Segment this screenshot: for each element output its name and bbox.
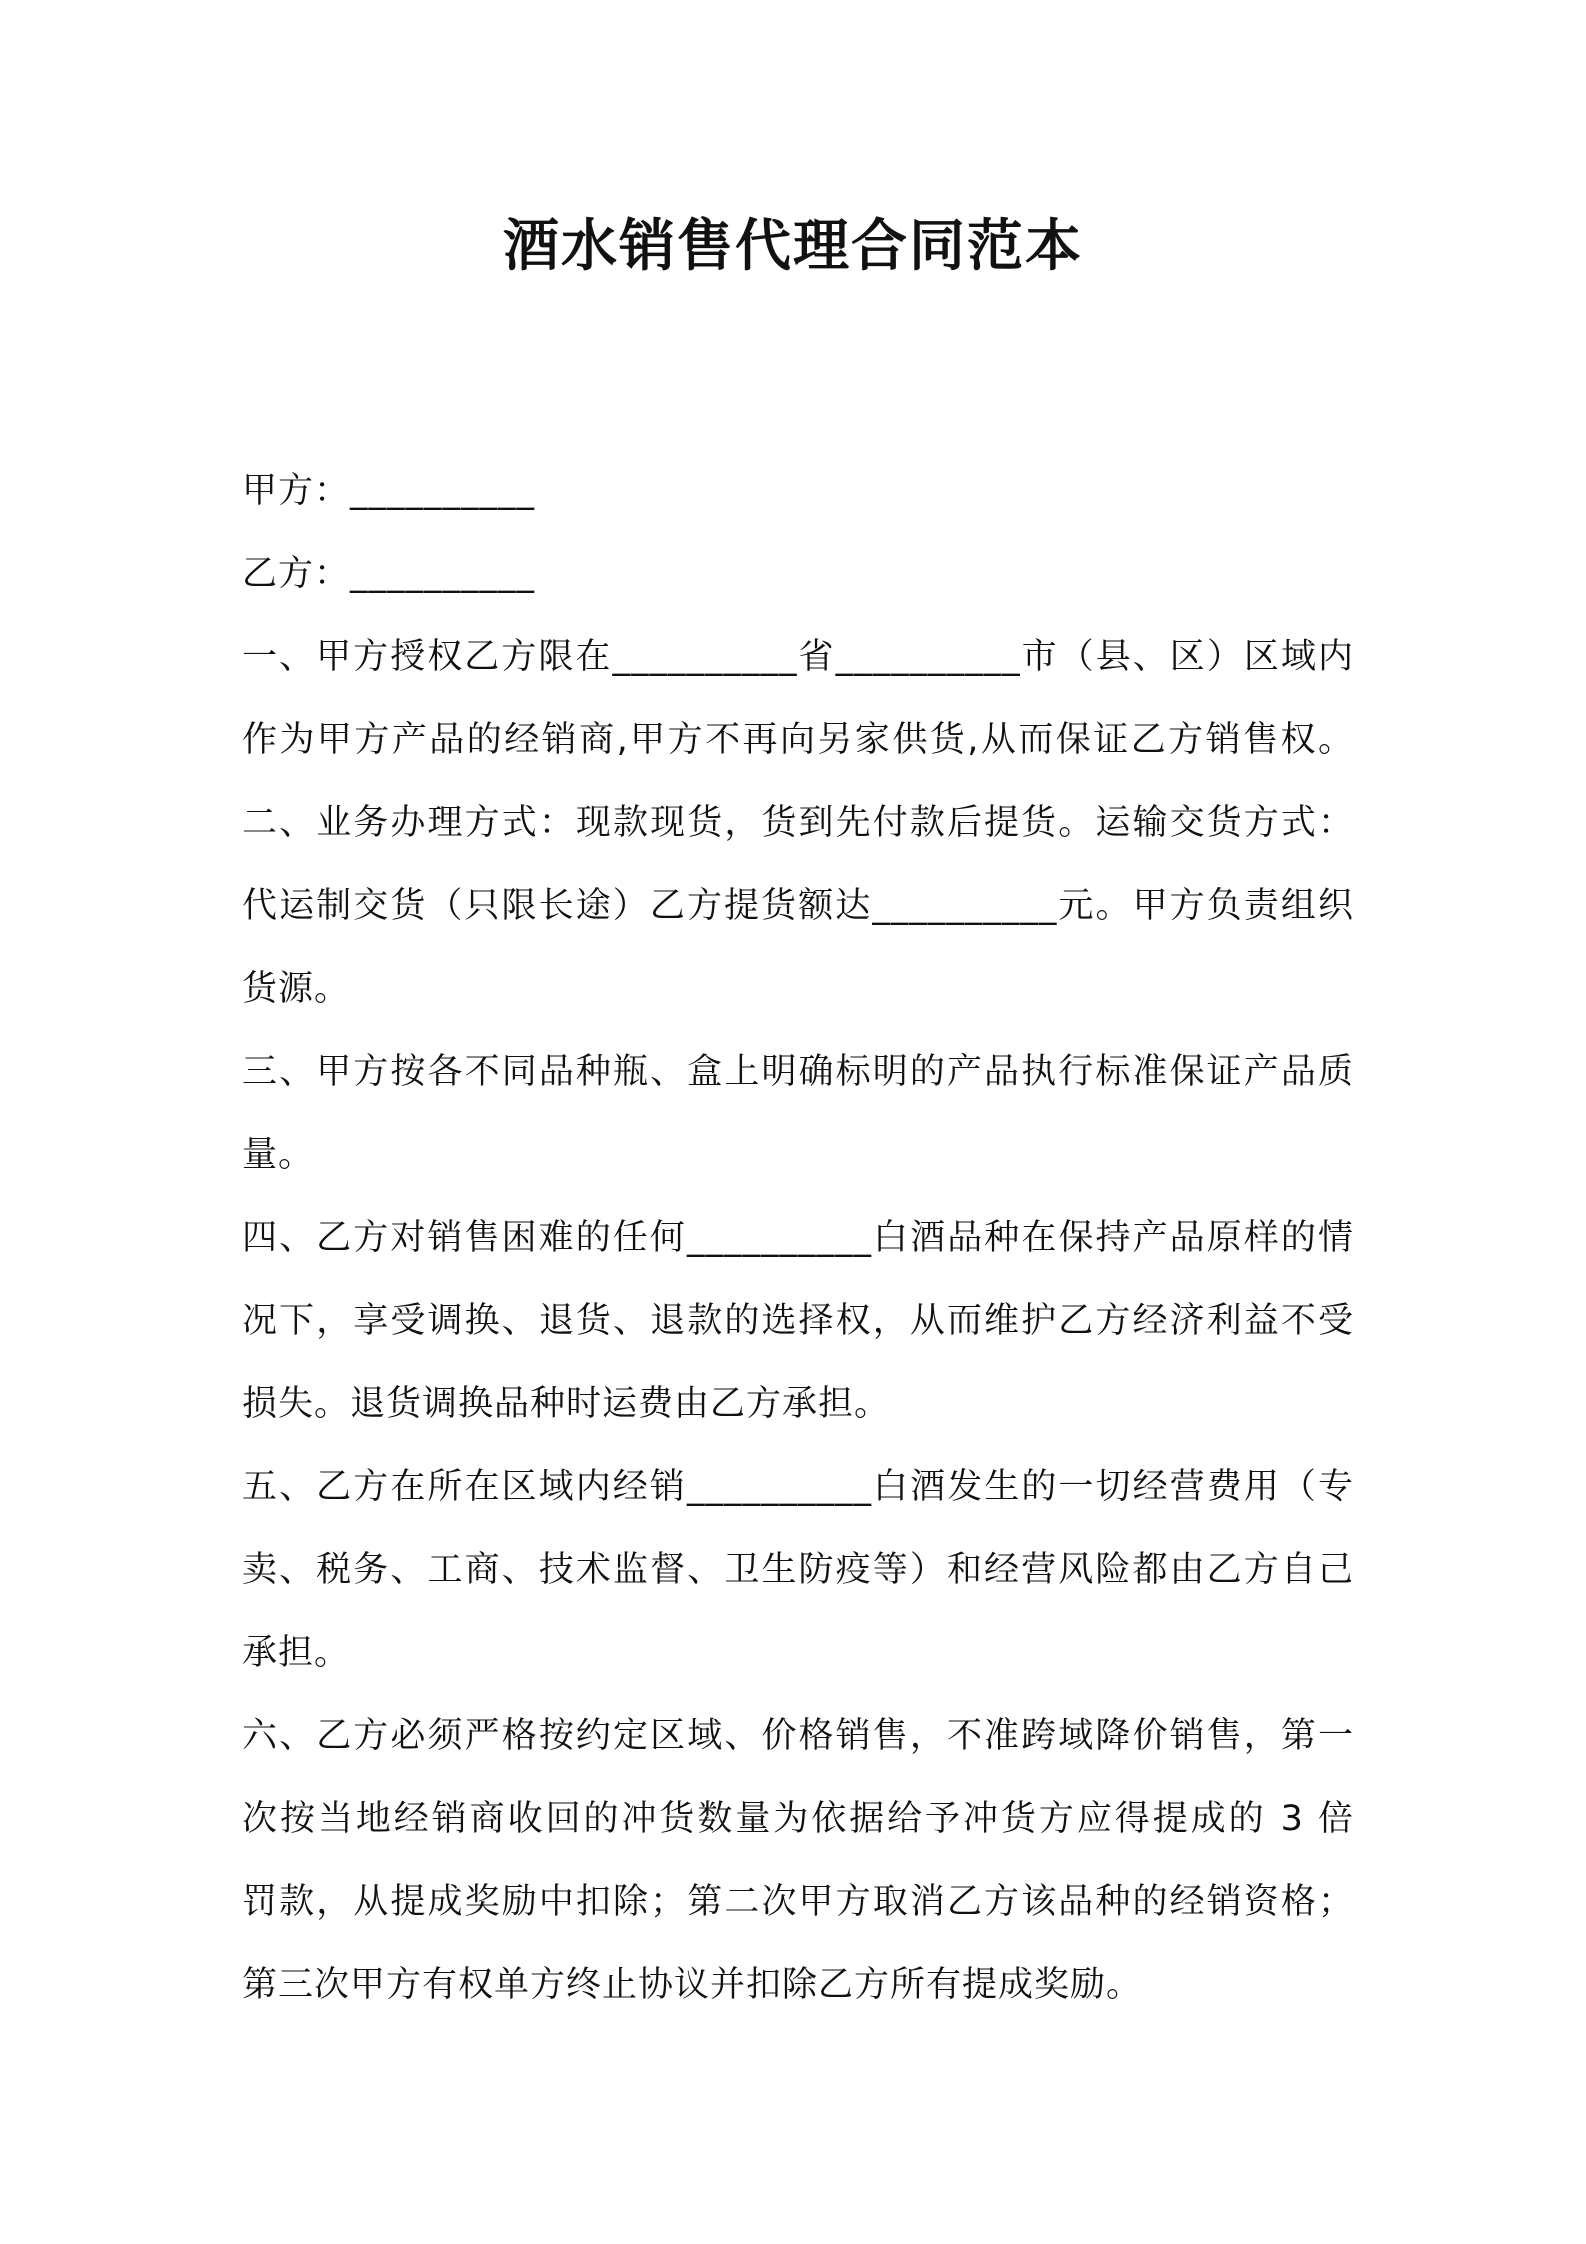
- contract-line: 代运制交货（只限长途）乙方提货额达__________元。甲方负责组织: [242, 886, 1354, 926]
- contract-line: 损失。退货调换品种时运费由乙方承担。: [242, 1384, 891, 1424]
- contract-line: 况下，享受调换、退货、退款的选择权，从而维护乙方经济利益不受: [242, 1301, 1354, 1341]
- contract-line: 罚款，从提成奖励中扣除；第二次甲方取消乙方该品种的经销资格；: [242, 1882, 1354, 1922]
- contract-line: 二、业务办理方式：现款现货，货到先付款后提货。运输交货方式：: [242, 803, 1354, 843]
- contract-line: 承担。: [242, 1633, 351, 1673]
- contract-line: 量。: [242, 1135, 315, 1175]
- contract-line: 卖、税务、工商、技术监督、卫生防疫等）和经营风险都由乙方自己: [242, 1550, 1354, 1590]
- contract-line: 四、乙方对销售困难的任何__________白酒品种在保持产品原样的情: [242, 1218, 1354, 1258]
- contract-line: 次按当地经销商收回的冲货数量为依据给予冲货方应得提成的 3 倍: [242, 1799, 1354, 1839]
- contract-line: 六、乙方必须严格按约定区域、价格销售，不准跨域降价销售，第一: [242, 1716, 1354, 1756]
- contract-line: 乙方：__________: [242, 554, 536, 594]
- document-title: 酒水销售代理合同范本: [503, 214, 1083, 279]
- document-body: [242, 450, 1354, 2027]
- contract-line: 第三次甲方有权单方终止协议并扣除乙方所有提成奖励。: [242, 1965, 1143, 2005]
- contract-line: 五、乙方在所在区域内经销__________白酒发生的一切经营费用（专: [242, 1467, 1354, 1507]
- contract-line: 甲方：__________: [242, 471, 536, 511]
- contract-line: 三、甲方按各不同品种瓶、盒上明确标明的产品执行标准保证产品质: [242, 1052, 1354, 1092]
- contract-line: 货源。: [242, 969, 351, 1009]
- contract-line: 作为甲方产品的经销商,甲方不再向另家供货,从而保证乙方销售权。: [242, 720, 1354, 760]
- contract-line: 一、甲方授权乙方限在__________省__________市（县、区）区域内: [242, 637, 1354, 677]
